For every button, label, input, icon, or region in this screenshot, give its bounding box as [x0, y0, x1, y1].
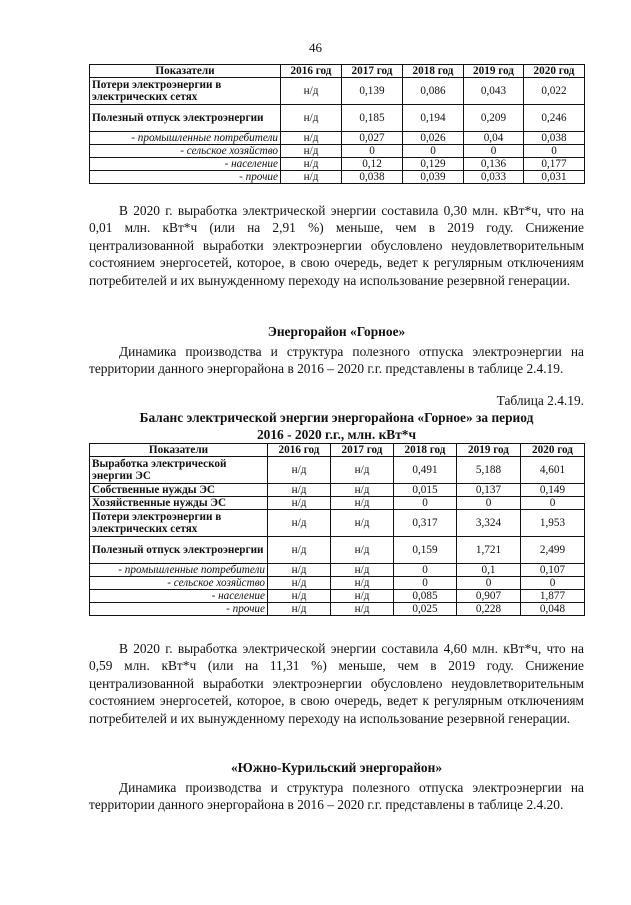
- table-cell: н/д: [331, 564, 394, 577]
- column-header-year: 2019 год: [464, 65, 524, 78]
- table-cell: 4,601: [521, 457, 585, 484]
- table-cell: 0,085: [394, 590, 457, 603]
- table-cell: н/д: [268, 537, 331, 564]
- table-cell: н/д: [331, 457, 394, 484]
- row-label: - прочие: [90, 171, 281, 184]
- table-cell: 0,139: [342, 78, 403, 105]
- table-cell: н/д: [268, 497, 331, 510]
- table-cell: н/д: [281, 145, 342, 158]
- section-heading-gornoe: Энергорайон «Горное»: [267, 324, 406, 339]
- table-cell: 0,1: [457, 564, 521, 577]
- table-cell: 0,086: [403, 78, 464, 105]
- paragraph-yuzhno-kurilsky-intro: Динамика производства и структура полезного отпуска электроэнергии на территории данного энергорайона в 2016 – 2020 г.г. представлены в таблице 2.4.20.: [89, 780, 584, 813]
- column-header-year: 2020 год: [521, 444, 585, 457]
- table-row: [90, 577, 585, 590]
- table-cell: 0,228: [457, 603, 521, 616]
- table-cell: 0,246: [524, 105, 585, 132]
- table-row: [90, 457, 585, 484]
- table-cell: 0,022: [524, 78, 585, 105]
- table-row: [90, 145, 585, 158]
- section-heading-yuzhno-kurilsky: «Южно-Курильский энергорайон»: [230, 760, 443, 775]
- table-cell: н/д: [331, 603, 394, 616]
- table-cell: 0,027: [342, 132, 403, 145]
- row-label: Выработка электрической энергии ЭС: [90, 457, 268, 484]
- table-row: [90, 537, 585, 564]
- table-cell: н/д: [268, 577, 331, 590]
- table-cell: 0,048: [521, 603, 585, 616]
- table-cell: н/д: [268, 457, 331, 484]
- paragraph-generation-2020: В 2020 г. выработка электрической энергии составила 0,30 млн. кВт*ч, что на 0,01 млн. кВт*ч (или на 2,91 %) меньше, чем в 2019 году. Снижение централизованной выработки электроэнергии обусловлено неудовлетворительным состоянием энергосетей, которое, в свою очередь, ведет к регулярным отключениям потребителей и их вынужденному переходу на использование резервной генерации.: [89, 203, 584, 288]
- table-cell: н/д: [331, 484, 394, 497]
- table-cell: 2,499: [521, 537, 585, 564]
- table-cell: 0,185: [342, 105, 403, 132]
- row-label: Хозяйственные нужды ЭС: [90, 497, 268, 510]
- table-row: [90, 78, 585, 105]
- table-cell: 0,317: [394, 510, 457, 537]
- table-cell: 1,721: [457, 537, 521, 564]
- table-row: [90, 132, 585, 145]
- table-cell: 1,877: [521, 590, 585, 603]
- table-cell: 0,907: [457, 590, 521, 603]
- table-cell: 0: [521, 497, 585, 510]
- table-row: [90, 105, 585, 132]
- table-cell: н/д: [268, 510, 331, 537]
- table-row: [90, 484, 585, 497]
- table-header-row: [90, 65, 585, 78]
- table-cell: 3,324: [457, 510, 521, 537]
- table-cell: н/д: [281, 105, 342, 132]
- column-header-year: 2017 год: [331, 444, 394, 457]
- row-label: - население: [90, 158, 281, 171]
- table-cell: н/д: [281, 132, 342, 145]
- table-cell: н/д: [268, 603, 331, 616]
- table-cell: 0,177: [524, 158, 585, 171]
- table-row: [90, 510, 585, 537]
- column-header-year: 2018 год: [394, 444, 457, 457]
- table-cell: 0,026: [403, 132, 464, 145]
- page-number: 46: [309, 40, 322, 55]
- table-cell: н/д: [268, 590, 331, 603]
- table-cell: н/д: [331, 497, 394, 510]
- table-title-line2: 2016 - 2020 г.г., млн. кВт*ч: [256, 427, 417, 442]
- table-cell: 0,137: [457, 484, 521, 497]
- table-cell: 0: [342, 145, 403, 158]
- row-label: - сельское хозяйство: [90, 145, 281, 158]
- table-cell: 0: [403, 145, 464, 158]
- table-cell: н/д: [268, 484, 331, 497]
- table-energy-balance-prev: [89, 64, 585, 184]
- row-label: - сельское хозяйство: [90, 577, 268, 590]
- table-row: [90, 603, 585, 616]
- table-cell: 0,136: [464, 158, 524, 171]
- table-cell: 0,033: [464, 171, 524, 184]
- table-cell: н/д: [281, 158, 342, 171]
- table-cell: 0,015: [394, 484, 457, 497]
- table-cell: 0: [457, 577, 521, 590]
- table-cell: 0,039: [403, 171, 464, 184]
- table-cell: 0,159: [394, 537, 457, 564]
- column-header-year: 2017 год: [342, 65, 403, 78]
- table-row: [90, 171, 585, 184]
- column-header-year: 2020 год: [524, 65, 585, 78]
- table-title-line1: Баланс электрической энергии энергорайона «Горное» за период: [139, 410, 534, 425]
- table-cell: н/д: [331, 590, 394, 603]
- table-cell: 5,188: [457, 457, 521, 484]
- table-row: [90, 497, 585, 510]
- row-label: Собственные нужды ЭС: [90, 484, 268, 497]
- table-cell: н/д: [331, 577, 394, 590]
- table-cell: 0: [394, 564, 457, 577]
- row-label: - население: [90, 590, 268, 603]
- table-cell: 0,194: [403, 105, 464, 132]
- table-cell: 0,038: [524, 132, 585, 145]
- table-cell: н/д: [281, 171, 342, 184]
- table-cell: 0,031: [524, 171, 585, 184]
- table-cell: 0: [524, 145, 585, 158]
- column-header-indicator: Показатели: [90, 444, 268, 457]
- table-cell: 0: [457, 497, 521, 510]
- table-cell: 0,491: [394, 457, 457, 484]
- column-header-indicator: Показатели: [90, 65, 281, 78]
- table-cell: 0,025: [394, 603, 457, 616]
- table-cell: 0,043: [464, 78, 524, 105]
- paragraph-gornoe-intro: Динамика производства и структура полезного отпуска электроэнергии на территории данного энергорайона в 2016 – 2020 г.г. представлены в таблице 2.4.19.: [89, 344, 584, 377]
- table-cell: 0,209: [464, 105, 524, 132]
- table-row: [90, 564, 585, 577]
- table-cell: 0,12: [342, 158, 403, 171]
- table-energy-balance-gornoe: [89, 443, 585, 616]
- paragraph-gornoe-generation-2020: В 2020 г. выработка электрической энергии составила 4,60 млн. кВт*ч, что на 0,59 млн. кВт*ч (или на 11,31 %) меньше, чем в 2019 году. Снижение централизованной выработки электроэнергии обусловлено неудовлетворительным состоянием энергосетей, которое, в свою очередь, ведет к регулярным отключениям потребителей и их вынужденному переходу на использование резервной генерации.: [89, 641, 584, 726]
- column-header-year: 2019 год: [457, 444, 521, 457]
- column-header-year: 2016 год: [281, 65, 342, 78]
- table-cell: н/д: [331, 510, 394, 537]
- table-cell: 0,038: [342, 171, 403, 184]
- row-label: Полезный отпуск электроэнергии: [90, 105, 281, 132]
- table-cell: н/д: [268, 564, 331, 577]
- row-label: - промышленные потребители: [90, 132, 281, 145]
- column-header-year: 2018 год: [403, 65, 464, 78]
- row-label: Полезный отпуск электроэнергии: [90, 537, 268, 564]
- column-header-year: 2016 год: [268, 444, 331, 457]
- table-label: Таблица 2.4.19.: [496, 393, 584, 408]
- table-cell: 0: [521, 577, 585, 590]
- table-cell: 0: [464, 145, 524, 158]
- table-cell: 0: [394, 577, 457, 590]
- table-cell: 0,107: [521, 564, 585, 577]
- row-label: Потери электроэнергии в электрических сетях: [90, 78, 281, 105]
- table-cell: н/д: [331, 537, 394, 564]
- table-row: [90, 158, 585, 171]
- row-label: Потери электроэнергии в электрических сетях: [90, 510, 268, 537]
- table-row: [90, 590, 585, 603]
- table-cell: 0: [394, 497, 457, 510]
- table-cell: н/д: [281, 78, 342, 105]
- table-header-row: [90, 444, 585, 457]
- table-cell: 0,129: [403, 158, 464, 171]
- table-cell: 0,149: [521, 484, 585, 497]
- row-label: - промышленные потребители: [90, 564, 268, 577]
- table-cell: 1,953: [521, 510, 585, 537]
- row-label: - прочие: [90, 603, 268, 616]
- table-cell: 0,04: [464, 132, 524, 145]
